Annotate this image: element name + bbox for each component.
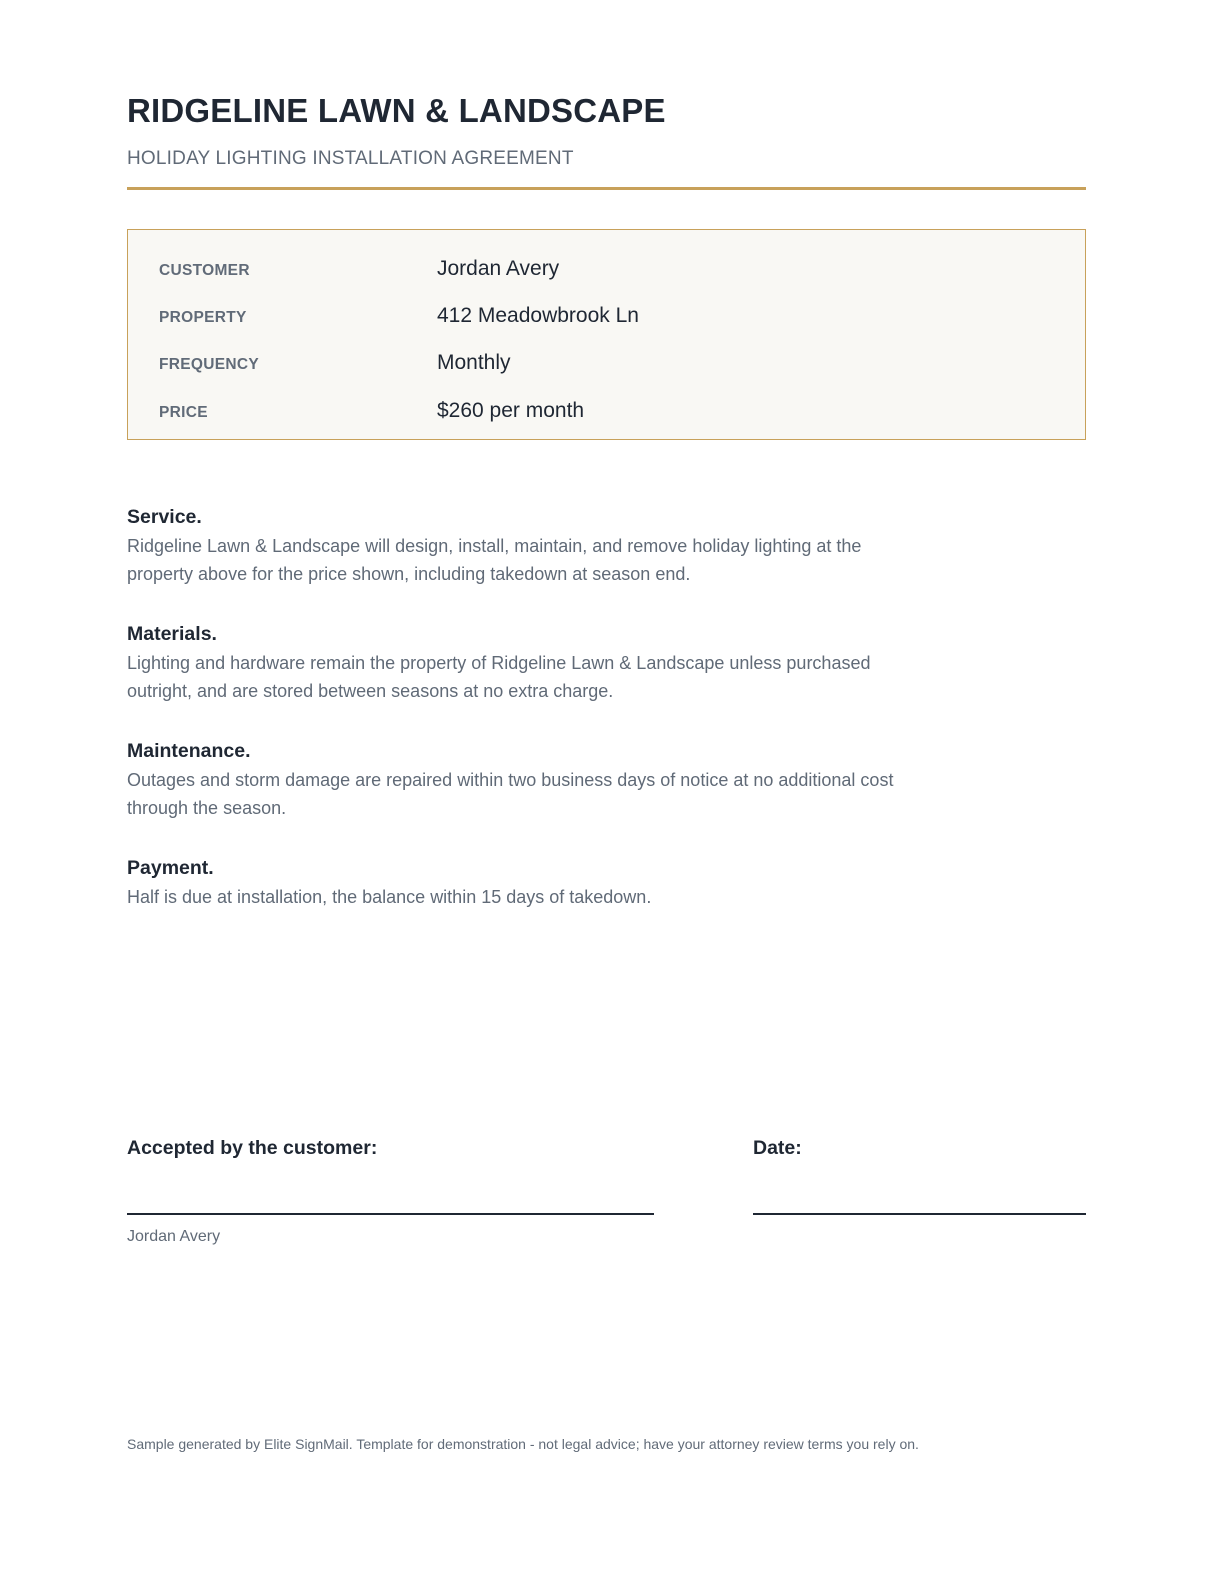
summary-label: CUSTOMER: [159, 262, 250, 279]
agreement-summary-box: [127, 229, 1086, 440]
footer-disclaimer: Sample generated by Elite SignMail. Template for demonstration - not legal advice; have your attorney review terms you rely on.: [127, 1436, 919, 1452]
summary-label: PRICE: [159, 404, 208, 421]
date-signature-line[interactable]: [753, 1213, 1086, 1215]
company-name: RIDGELINE LAWN & LANDSCAPE: [127, 92, 666, 129]
clause-payment: [127, 855, 927, 911]
clause-heading: Materials.: [127, 623, 217, 645]
clause-body: Outages and storm damage are repaired within two business days of notice at no additional cost through the season.: [127, 770, 894, 818]
summary-row-price: [159, 399, 1059, 429]
accepted-by-label: Accepted by the customer:: [127, 1137, 378, 1159]
summary-row-property: [159, 304, 1059, 334]
summary-label: PROPERTY: [159, 309, 247, 326]
clause-body: Lighting and hardware remain the property of Ridgeline Lawn & Landscape unless purchased outright, and are stored between seasons at no extra charge.: [127, 653, 871, 701]
summary-row-frequency: [159, 351, 1059, 381]
customer-signature-line[interactable]: [127, 1213, 654, 1215]
summary-value: Monthly: [437, 351, 511, 374]
summary-value: 412 Meadowbrook Ln: [437, 304, 639, 327]
summary-value: $260 per month: [437, 399, 585, 422]
clause-service: [127, 504, 887, 588]
summary-row-customer: [159, 257, 1059, 287]
header-divider: [127, 187, 1086, 190]
clause-heading: Maintenance.: [127, 740, 251, 762]
summary-label: FREQUENCY: [159, 356, 260, 373]
signer-name: Jordan Avery: [127, 1228, 221, 1245]
summary-value: Jordan Avery: [437, 257, 560, 280]
clause-maintenance: [127, 738, 917, 822]
clause-heading: Service.: [127, 506, 202, 528]
clause-body: Half is due at installation, the balance within 15 days of takedown.: [127, 887, 652, 907]
clause-heading: Payment.: [127, 857, 214, 879]
clause-materials: [127, 621, 927, 705]
document-type: HOLIDAY LIGHTING INSTALLATION AGREEMENT: [127, 148, 574, 169]
date-label: Date:: [753, 1137, 802, 1159]
clause-body: Ridgeline Lawn & Landscape will design, install, maintain, and remove holiday lighting at the property above for the price shown, including takedown at season end.: [127, 536, 862, 584]
